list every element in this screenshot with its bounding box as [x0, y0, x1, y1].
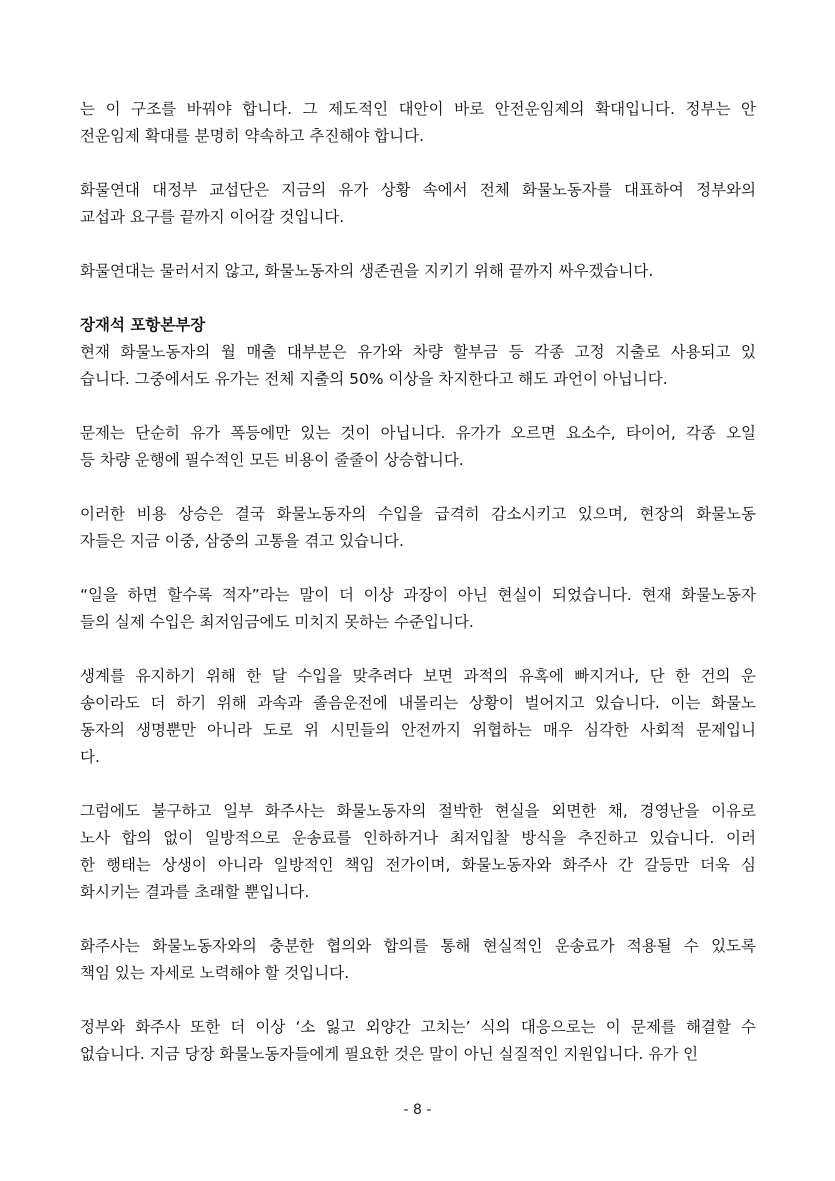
text-line: 화주사는 화물노동자와의 충분한 협의와 합의를 통해 현실적인 운송료가 적용될 수 있도록	[80, 937, 756, 955]
text-line: 들의 실제 수입은 최저임금에도 미치지 못하는 수준입니다.	[80, 613, 474, 631]
text-line: “일을 하면 할수록 적자”라는 말이 더 이상 과장이 아닌 현실이 되었습니다. 현재 화물노동자	[80, 586, 756, 604]
text-line: 생계를 유지하기 위해 한 달 수입을 맞추려다 보면 과적의 유혹에 빠지거나, 단 한 건의 운	[80, 667, 756, 685]
document-body	[80, 96, 756, 1095]
paragraph	[80, 582, 756, 636]
text-line: 노사 합의 없이 일방적으로 운송료를 인하하거나 최저입찰 방식을 추진하고 있습니다. 이러	[80, 829, 756, 847]
paragraph	[80, 420, 756, 474]
text-line: 동자의 생명뿐만 아니라 도로 위 시민들의 안전까지 위협하는 매우 심각한 사회적 문제입니	[80, 721, 756, 739]
text-line: 이러한 비용 상승은 결국 화물노동자의 수입을 급격히 감소시키고 있으며, 현장의 화물노동	[80, 505, 756, 523]
text-line: 는 이 구조를 바꿔야 합니다. 그 제도적인 대안이 바로 안전운임제의 확대입니다. 정부는 안	[80, 100, 756, 118]
text-line: 습니다. 그중에서도 유가는 전체 지출의 50% 이상을 차지한다고 해도 과언이 아닙니다.	[80, 370, 668, 388]
text-line: 교섭과 요구를 끝까지 이어갈 것입니다.	[80, 208, 345, 226]
text-line: 한 행태는 상생이 아니라 일방적인 책임 전가이며, 화물노동자와 화주사 간 갈등만 더욱 심	[80, 856, 756, 874]
text-line: 자들은 지금 이중, 삼중의 고통을 겪고 있습니다.	[80, 532, 404, 550]
text-line: 화물연대 대정부 교섭단은 지금의 유가 상황 속에서 전체 화물노동자를 대표하여 정부와의	[80, 181, 756, 199]
text-line: 화시키는 결과를 초래할 뿐입니다.	[80, 883, 310, 901]
page-number: - 8 -	[403, 1102, 432, 1118]
text-line: 그럼에도 불구하고 일부 화주사는 화물노동자의 절박한 현실을 외면한 채, 경영난을 이유로	[80, 802, 756, 820]
paragraph	[80, 258, 756, 285]
text-line: 책임 있는 자세로 노력해야 할 것입니다.	[80, 964, 350, 982]
paragraph	[80, 96, 756, 150]
paragraph	[80, 663, 756, 771]
text-line: 송이라도 더 하기 위해 과속과 졸음운전에 내몰리는 상황이 벌어지고 있습니다. 이는 화물노	[80, 694, 756, 712]
paragraph	[80, 177, 756, 231]
text-line: 화물연대는 물러서지 않고, 화물노동자의 생존권을 지키기 위해 끝까지 싸우겠습니다.	[80, 262, 654, 280]
text-line: 등 차량 운행에 필수적인 모든 비용이 줄줄이 상승합니다.	[80, 451, 464, 469]
text-line: 정부와 화주사 또한 더 이상 ‘소 잃고 외양간 고치는’ 식의 대응으로는 이 문제를 해결할 수	[80, 1018, 756, 1036]
paragraph	[80, 1014, 756, 1068]
text-line: 다.	[80, 748, 100, 766]
text-line: 문제는 단순히 유가 폭등에만 있는 것이 아닙니다. 유가가 오르면 요소수, 타이어, 각종 오일	[80, 424, 756, 442]
text-line: 없습니다. 지금 당장 화물노동자들에게 필요한 것은 말이 아닌 실질적인 지원입니다. 유가 인	[80, 1045, 699, 1063]
speaker-heading: 장재석 포항본부장	[80, 316, 206, 334]
speaker-section	[80, 312, 756, 393]
paragraph	[80, 798, 756, 906]
text-line: 전운임제 확대를 분명히 약속하고 추진해야 합니다.	[80, 127, 424, 145]
paragraph	[80, 933, 756, 987]
paragraph	[80, 501, 756, 555]
text-line: 현재 화물노동자의 월 매출 대부분은 유가와 차량 할부금 등 각종 고정 지출로 사용되고 있	[80, 343, 756, 361]
